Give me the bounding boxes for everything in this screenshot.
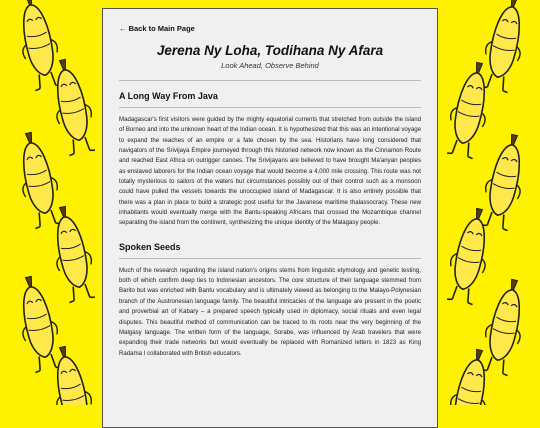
section-heading: Spoken Seeds [119, 242, 421, 259]
content-panel [102, 8, 438, 428]
section-spoken-seeds [119, 242, 421, 359]
page-tagline: Look Ahead, Observe Behind [119, 61, 421, 81]
section-body: Much of the research regarding the island nation's origins stems from linguistic etymology and genetic testing, both of which confirm deep ties to Indonesian ancestors. The core structure of their language stemmed from Barito but was enriched with Bantu vocabulary and is ultimately viewed as belonging to the Malayo-Polynesian branch of the Austronesian language family. The beautiful intricacies of the language are present in the poetic and proverbial art of Kabary – a prepared speech typically used in diplomacy, social rituals and even legal disputes. This beautiful method of communication can be traced to its roots near the very beginning of the Malgasy language. The written form of the language, Sorabe, was influenced by Arab travelers that were expanding their trade networks but would eventually be replaced with Romanized letters in 1823 as King Radama I collaborated with British educators. [119, 266, 421, 357]
section-body: Madagascar's first visitors were guided by the mighty equatorial currents that stretched from outside the island of Borneo and into the unknown heart of the Indian ocean. It is hypothesized that this was an intentional voyage to expand the reaches of an empire or a fate chosen by the sea. Historians have long considered that navigators of the Srivijaya Empire journeyed through this historied network now known as the Cinnamon Route and reached East Africa on outrigger canoes. The Srivijayans are believed to have brought Ma'anyan peoples as enslaved laborers for the Indian ocean voyage that would become a 4,000 mile crossing. This route was not totally mysterious to sailors of the waters but circumstances possibly out of their control such as a monsoon could have pulled the vessels towards the unoccupied island of Madagascar. It is also entirely possible that there was a plan in place to build a strategic post useful for the Javanese maritime thalassocracy. These new inhabitants would eventually merge with the Bantu-speaking Africans that crossed the Mozambique channel separating the island from the continent, synthesizing the unique identity of the Malagasy people. [119, 116, 421, 227]
section-java [119, 91, 421, 229]
page-title: Jerena Ny Loha, Todihana Ny Afara [156, 43, 384, 58]
back-to-main-link[interactable]: ← Back to Main Page [119, 24, 195, 33]
section-heading: A Long Way From Java [119, 91, 421, 108]
